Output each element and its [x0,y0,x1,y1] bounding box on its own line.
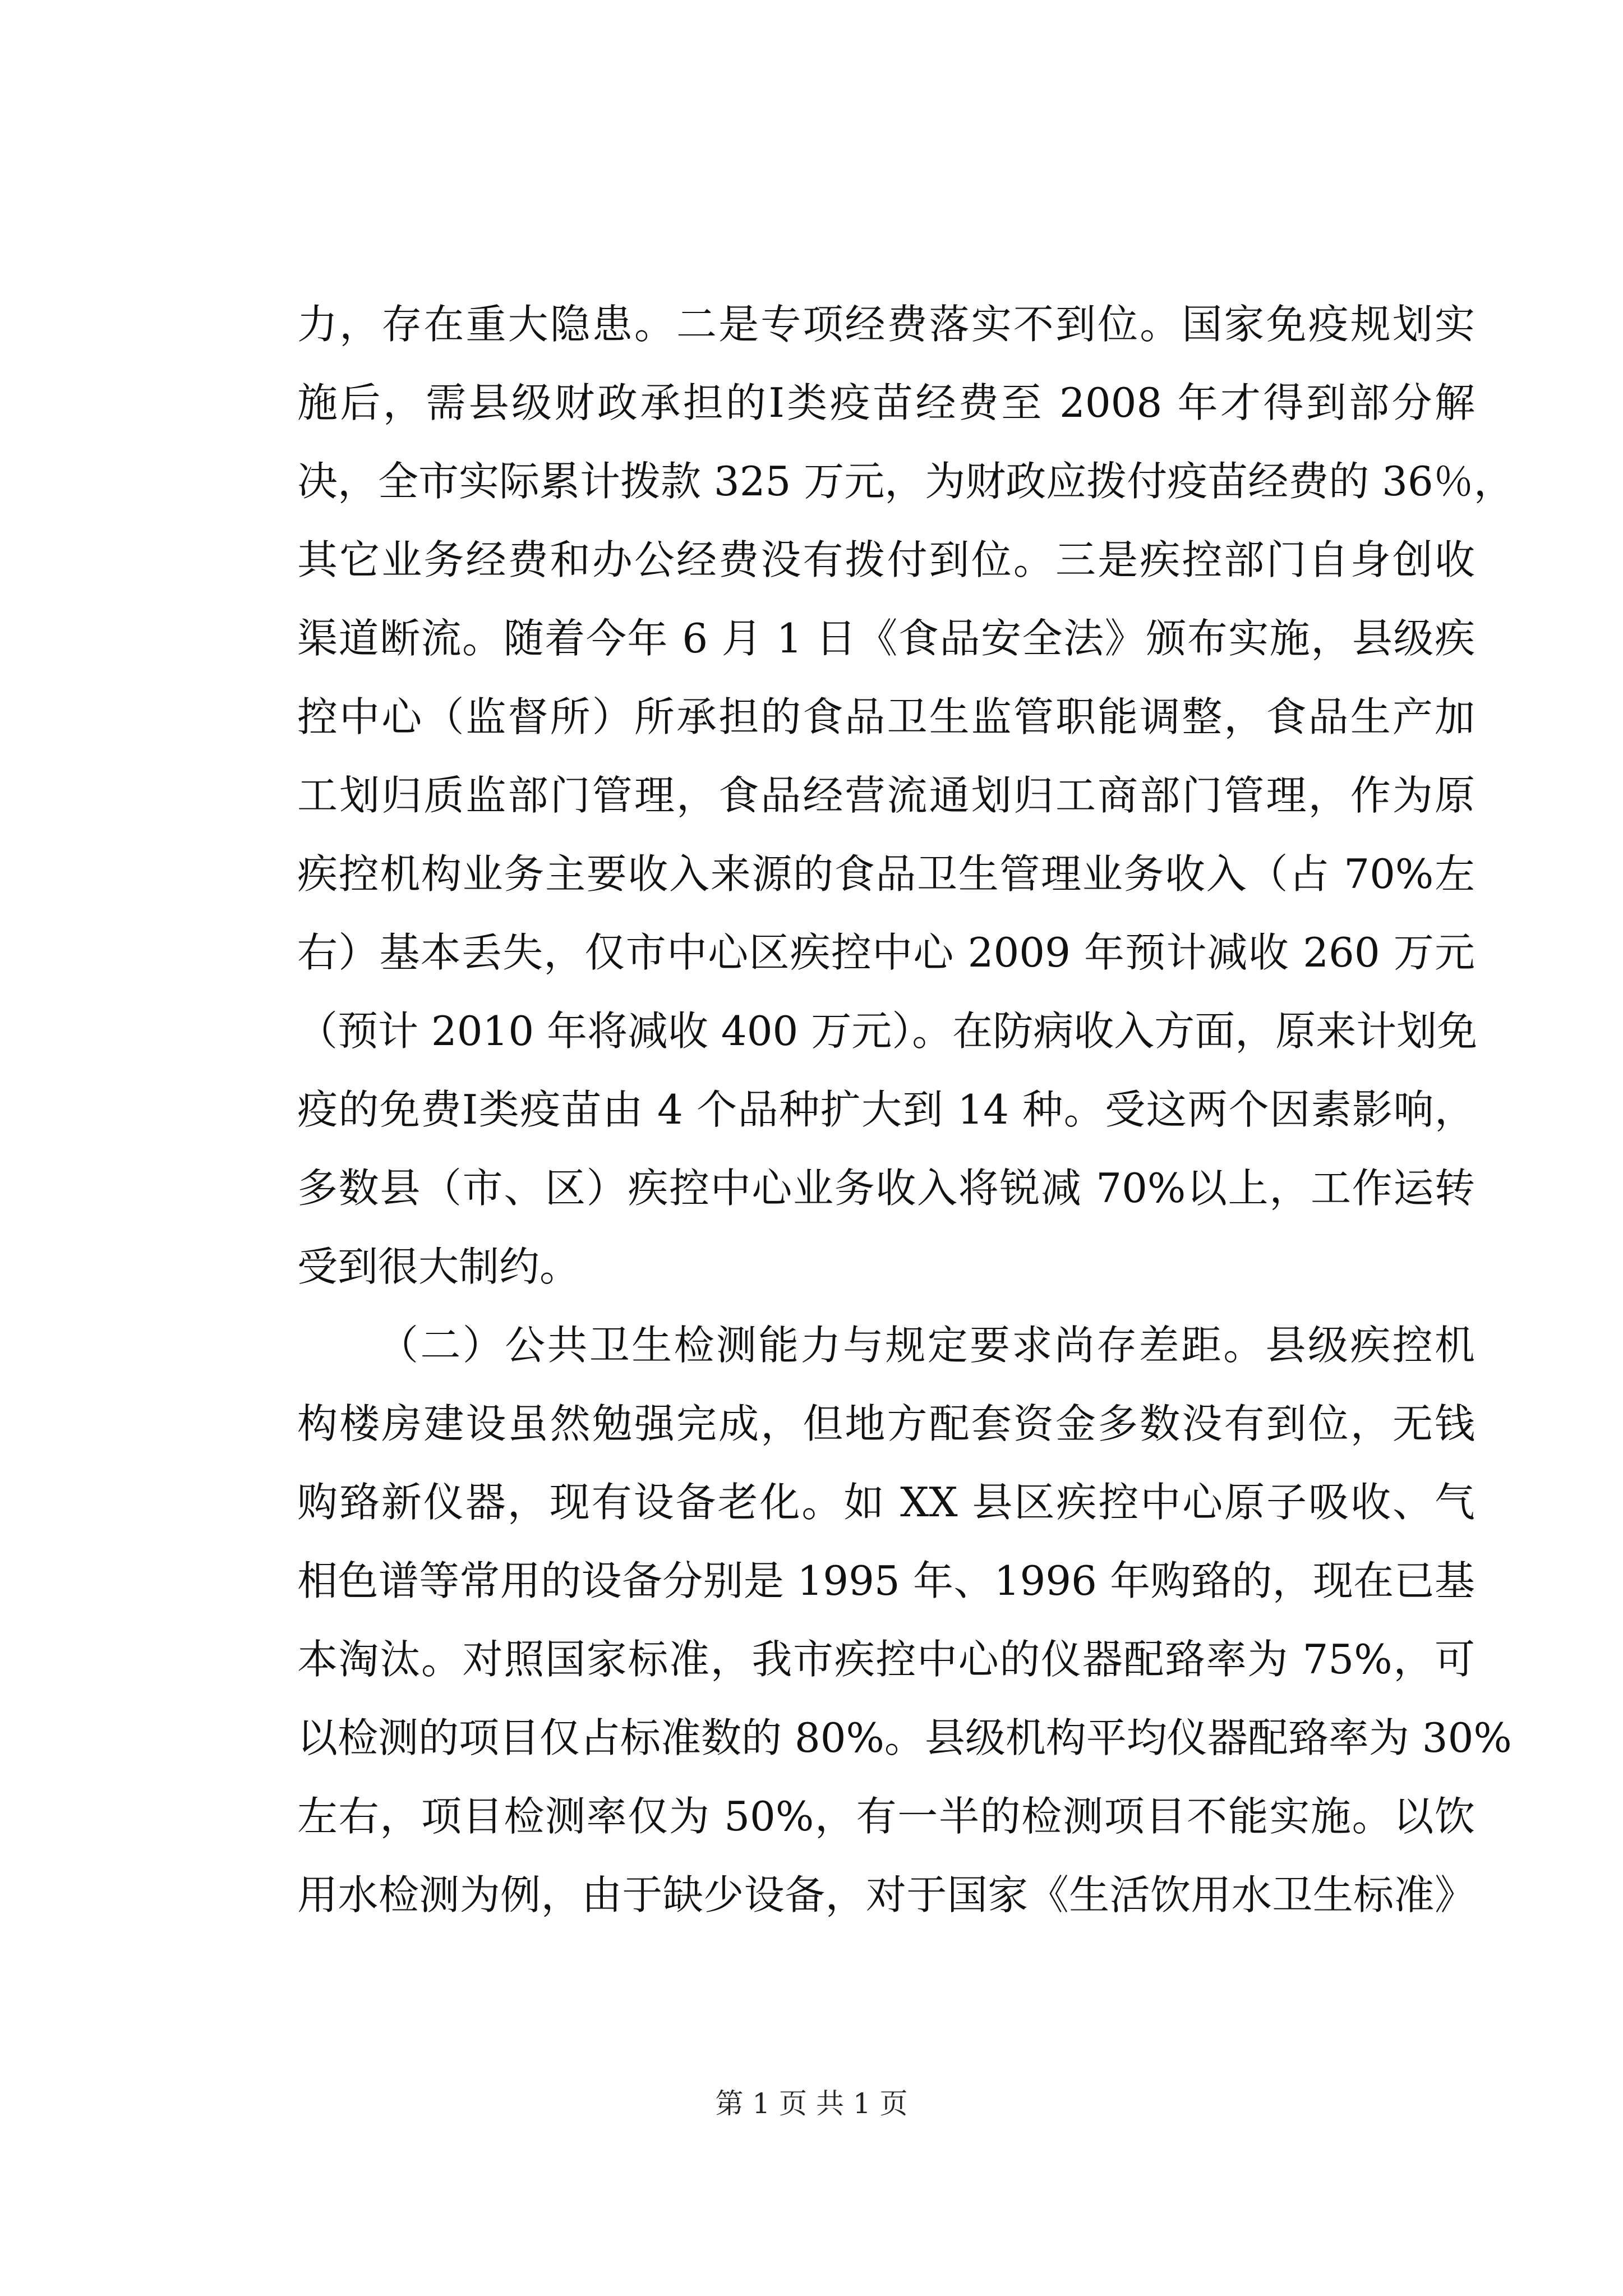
text-line: 控中心（监督所）所承担的食品卫生监管职能调整，食品生产加 [297,693,1475,740]
text-line: 以检测的项目仅占标准数的 80%。县级机构平均仪器配臵率为 30% [297,1714,1512,1761]
section-heading-line: （二）公共卫生检测能力与规定要求尚存差距。县级疾控机 [378,1322,1475,1369]
text-line: 工划归质监部门管理，食品经营流通划归工商部门管理，作为原 [297,772,1475,819]
text-line: 本淘汰。对照国家标准，我市疾控中心的仪器配臵率为 75%，可 [297,1636,1475,1683]
text-line: 构楼房建设虽然勉强完成，但地方配套资金多数没有到位，无钱 [297,1400,1475,1447]
text-line: （预计 2010 年将减收 400 万元）。在防病收入方面，原来计划免 [297,1007,1478,1055]
paragraph-end-line: 受到很大制约。 [297,1243,580,1290]
text-line: 疫的免费Ⅰ类疫苗由 4 个品种扩大到 14 种。受这两个因素影响， [297,1086,1475,1133]
page-number: 第 1 页 共 1 页 [715,2087,908,2120]
text-line: 力，存在重大隐患。二是专项经费落实不到位。国家免疫规划实 [297,301,1475,348]
text-line: 购臵新仪器，现有设备老化。如 XX 县区疾控中心原子吸收、气 [297,1479,1475,1526]
text-line: 多数县（市、区）疾控中心业务收入将锐减 70%以上，工作运转 [297,1165,1475,1212]
text-line: 施后，需县级财政承担的Ⅰ类疫苗经费至 2008 年才得到部分解 [297,379,1475,426]
text-line: 相色谱等常用的设备分别是 1995 年、1996 年购臵的，现在已基 [297,1557,1475,1604]
text-line: 用水检测为例，由于缺少设备，对于国家《生活饮用水卫生标准》 [297,1871,1475,1918]
text-line: 渠道断流。随着今年 6 月 1 日《食品安全法》颁布实施，县级疾 [297,615,1475,662]
text-line: 疾控机构业务主要收入来源的食品卫生管理业务收入（占 70%左 [297,850,1475,898]
page-footer [0,2081,1623,2126]
text-line: 决，全市实际累计拨款 325 万元，为财政应拨付疫苗经费的 36％， [297,458,1514,505]
text-line: 左右，项目检测率仅为 50%，有一半的检测项目不能实施。以饮 [297,1793,1475,1840]
text-line: 其它业务经费和办公经费没有拨付到位。三是疾控部门自身创收 [297,536,1475,583]
text-line: 右）基本丢失，仅市中心区疾控中心 2009 年预计减收 260 万元 [297,929,1475,976]
body-text [297,285,1514,1934]
